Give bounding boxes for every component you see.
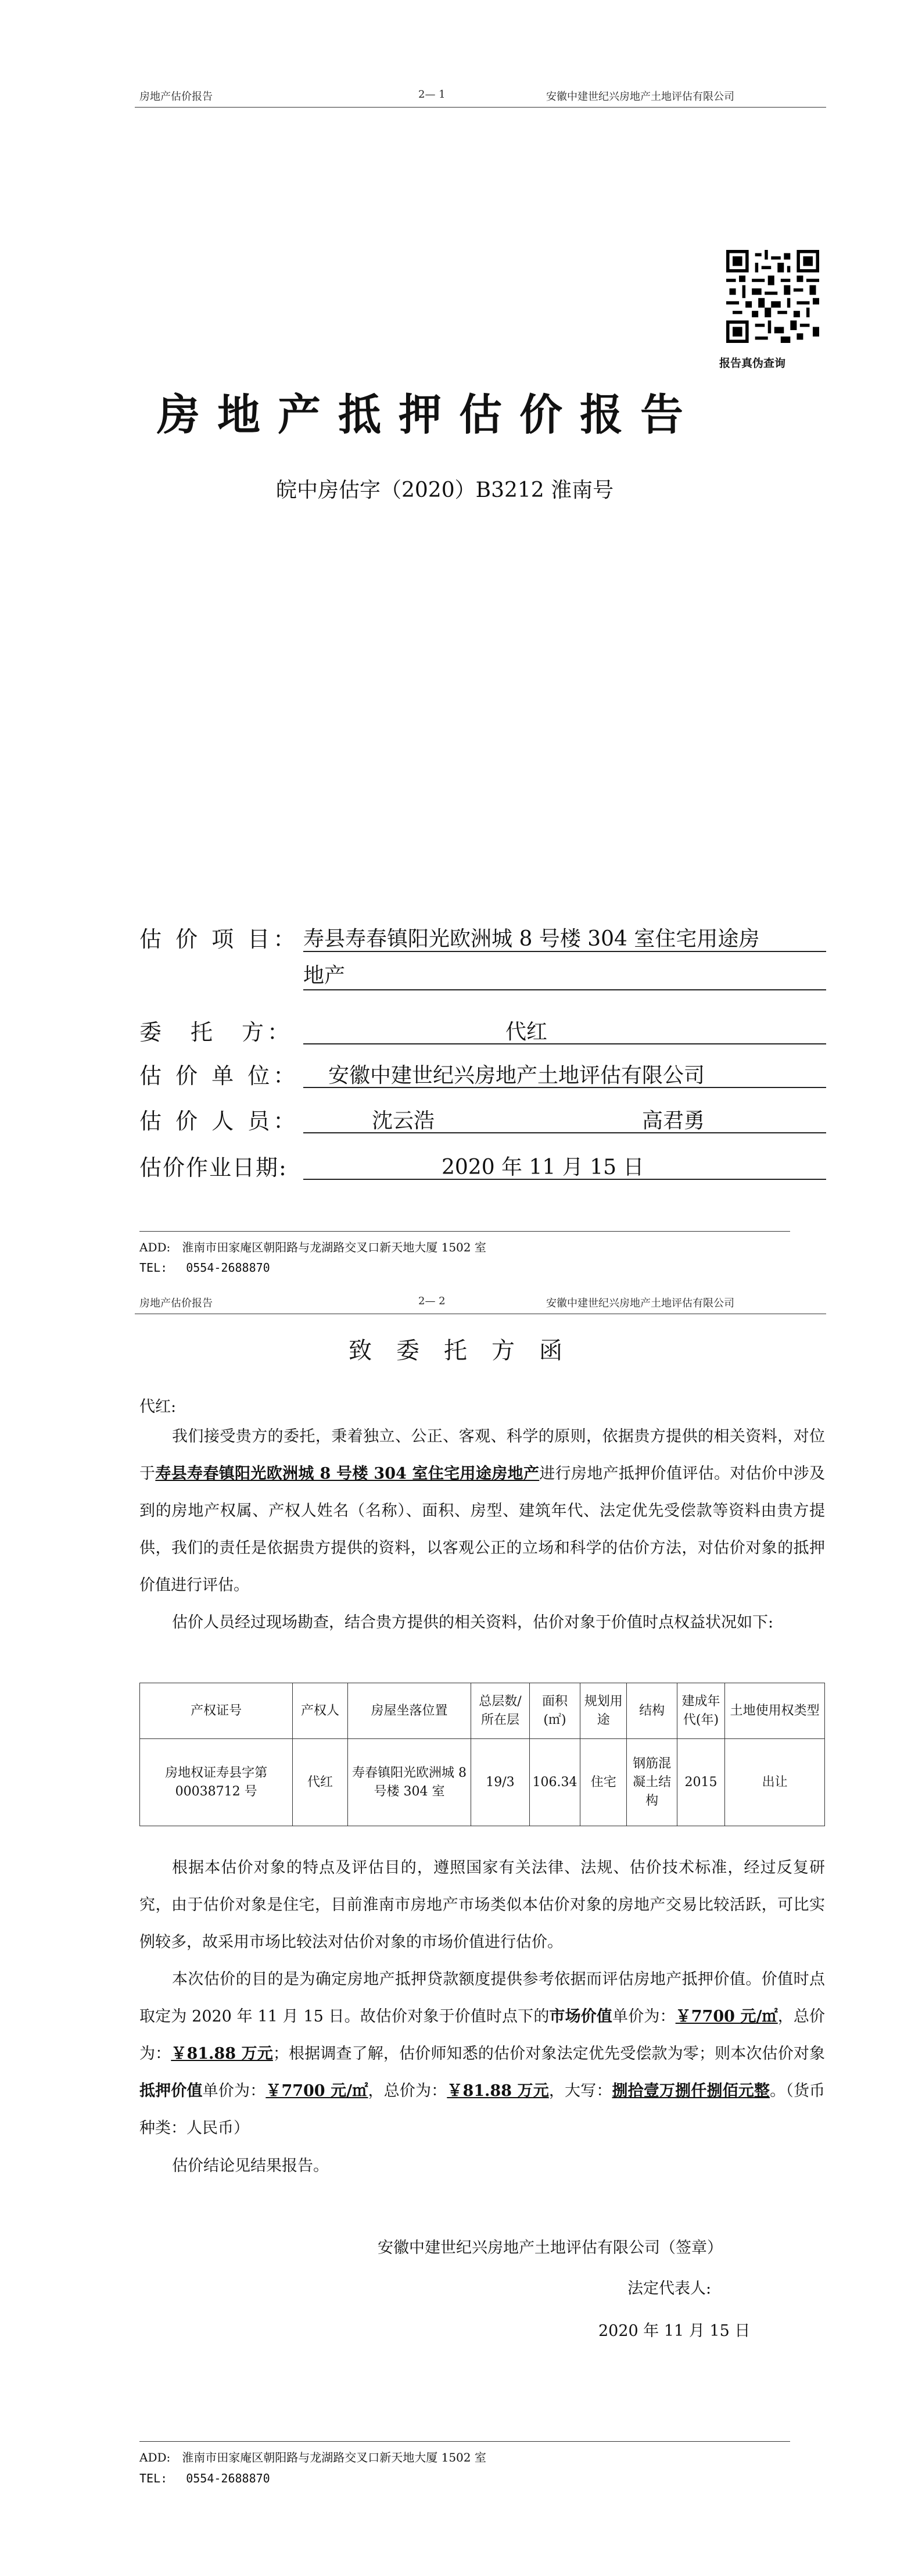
paragraph-4 <box>139 1961 825 2147</box>
page1-footer-tel: TEL: 0554-2688870 <box>139 1261 270 1275</box>
page1-footer-rule <box>139 1231 790 1232</box>
td-structure: 钢筋混凝土结构 <box>627 1739 677 1826</box>
client-label: 委 托 方： <box>139 1019 293 1045</box>
paragraph-1 <box>139 1418 825 1604</box>
page1-header-right: 安徽中建世纪兴房地产土地评估有限公司 <box>546 91 734 103</box>
td-cert: 房地权证寿县字第 00038712 号 <box>140 1739 293 1826</box>
p4-mortgage-value-label: 抵押价值 <box>139 2082 203 2100</box>
date-label: 估价作业日期: <box>139 1155 288 1180</box>
td-year: 2015 <box>677 1739 724 1826</box>
th-floors: 总层数/所在层 <box>471 1683 530 1739</box>
p4-market-total: ￥81.88 万元 <box>171 2045 273 2063</box>
table-header-row <box>140 1683 825 1739</box>
client-underline <box>303 1043 826 1044</box>
th-cert: 产权证号 <box>140 1683 293 1739</box>
project-underline-2 <box>303 989 826 990</box>
project-value-line2: 地产 <box>303 964 346 988</box>
td-location: 寿春镇阳光欧洲城 8 号楼 304 室 <box>347 1739 471 1826</box>
p4-text-e: ，总价为： <box>139 2008 826 2063</box>
p4-market-unit-price: ￥7700 元/㎡ <box>675 2008 778 2026</box>
page1-header-left: 房地产估价报告 <box>139 91 213 103</box>
letter-title: 致委托方函 <box>349 1337 587 1364</box>
td-use: 住宅 <box>580 1739 627 1826</box>
p4-text-i: 单价为： <box>202 2082 266 2100</box>
p1-property-address: 寿县寿春镇阳光欧洲城 8 号楼 304 室住宅用途房地产 <box>155 1465 540 1483</box>
staff-label: 估 价 人 员： <box>139 1108 299 1134</box>
p1-text-a: 我们接受贵方的委托，秉着独立、公正、客观、科学的原则，依据贵方提供的相关资料，对位于 <box>139 1427 825 1483</box>
unit-label: 估 价 单 位： <box>139 1063 299 1089</box>
page1-header-rule <box>135 107 826 108</box>
signature-representative: 法定代表人: <box>627 2280 712 2298</box>
th-land-right: 土地使用权类型 <box>725 1683 825 1739</box>
paragraph-3: 根据本估价对象的特点及评估目的，遵照国家有关法律、法规、估价技术标准，经过反复研究，由于估价对象是住宅，目前淮南市房地产市场类似本估价对象的房地产交易比较活跃，可比实例较多，故采用市场比较法对估价对象的市场价值进行估价。 <box>139 1859 825 1951</box>
project-value-line1: 寿县寿春镇阳光欧洲城 8 号楼 304 室住宅用途房 <box>303 927 760 951</box>
date-value: 2020 年 11 月 15 日 <box>442 1155 644 1179</box>
paragraph-5: 估价结论见结果报告。 <box>172 2157 329 2175</box>
th-year: 建成年代(年) <box>677 1683 724 1739</box>
staff-name-2: 高君勇 <box>642 1109 705 1133</box>
signature-company: 安徽中建世纪兴房地产土地评估有限公司（签章） <box>378 2239 723 2257</box>
th-structure: 结构 <box>627 1683 677 1739</box>
project-underline-1 <box>303 951 826 952</box>
p4-text-g: ；根据调查了解，估价师知悉的估价对象法定优先受偿款为零；则本次估价对象 <box>272 2045 826 2063</box>
page2-footer-rule <box>139 2441 790 2442</box>
p4-amount-in-words: 捌拾壹万捌仟捌佰元整 <box>612 2082 770 2100</box>
p4-mortgage-unit-price: ￥7700 元/㎡ <box>266 2082 368 2100</box>
td-floors: 19/3 <box>471 1739 530 1826</box>
table-row <box>140 1739 825 1826</box>
date-underline <box>303 1179 826 1180</box>
page1-header-center: 2— 1 <box>418 88 446 101</box>
p4-text-k: ，总价为： <box>368 2082 447 2100</box>
qr-caption: 报告真伪查询 <box>719 357 786 370</box>
report-number: 皖中房估字（2020）B3212 淮南号 <box>276 478 614 502</box>
th-use: 规划用途 <box>580 1683 627 1739</box>
page2-footer-address: ADD: 淮南市田家庵区朝阳路与龙湖路交叉口新天地大厦 1502 室 <box>139 2450 486 2464</box>
th-owner: 产权人 <box>293 1683 348 1739</box>
p4-text-c: 单价为： <box>612 2008 676 2026</box>
p4-text-o: 。（货币种类：人民币） <box>139 2082 826 2137</box>
report-title: 房地产抵押估价报告 <box>157 390 701 440</box>
td-area: 106.34 <box>529 1739 580 1826</box>
page2-header-right: 安徽中建世纪兴房地产土地评估有限公司 <box>546 1297 734 1310</box>
unit-value: 安徽中建世纪兴房地产土地评估有限公司 <box>328 1064 705 1087</box>
unit-underline <box>303 1087 826 1088</box>
page2-header-center: 2— 2 <box>418 1295 446 1307</box>
qr-code-icon <box>726 250 819 343</box>
project-label: 估 价 项 目： <box>139 926 299 952</box>
page2-footer-tel: TEL: 0554-2688870 <box>139 2471 270 2485</box>
page2-header-left: 房地产估价报告 <box>139 1297 213 1310</box>
p4-mortgage-total: ￥81.88 万元 <box>447 2082 549 2100</box>
th-location: 房屋坐落位置 <box>347 1683 471 1739</box>
p4-market-value-label: 市场价值 <box>549 2008 613 2026</box>
page1-footer-address: ADD: 淮南市田家庵区朝阳路与龙湖路交叉口新天地大厦 1502 室 <box>139 1240 486 1254</box>
paragraph-2: 估价人员经过现场勘查，结合贵方提供的相关资料，估价对象于价值时点权益状况如下: <box>172 1613 774 1632</box>
td-land-right: 出让 <box>725 1739 825 1826</box>
p4-text-m: ，大写： <box>548 2082 612 2100</box>
client-value: 代红 <box>505 1020 548 1044</box>
p4-text-a: 本次估价的目的是为确定房地产抵押贷款额度提供参考依据而评估房地产抵押价值。价值时点取定为 2020 年 11 月 15 日。故估价对象于价值时点下的 <box>139 1970 825 2026</box>
property-table <box>139 1683 825 1826</box>
td-owner: 代红 <box>293 1739 348 1826</box>
p1-text-c: 进行房地产抵押价值评估。对估价中涉及到的房地产权属、产权人姓名（名称）、面积、房型、建筑年代、法定优先受偿款等资料由贵方提供，我们的责任是依据贵方提供的资料，以客观公正的立场和科学的估价方法，对估价对象的抵押价值进行评估。 <box>139 1465 826 1594</box>
salutation: 代红: <box>139 1398 177 1416</box>
th-area: 面积(㎡) <box>529 1683 580 1739</box>
staff-name-1: 沈云浩 <box>372 1109 435 1133</box>
signature-date: 2020 年 11 月 15 日 <box>598 2322 751 2340</box>
staff-underline <box>303 1132 826 1133</box>
